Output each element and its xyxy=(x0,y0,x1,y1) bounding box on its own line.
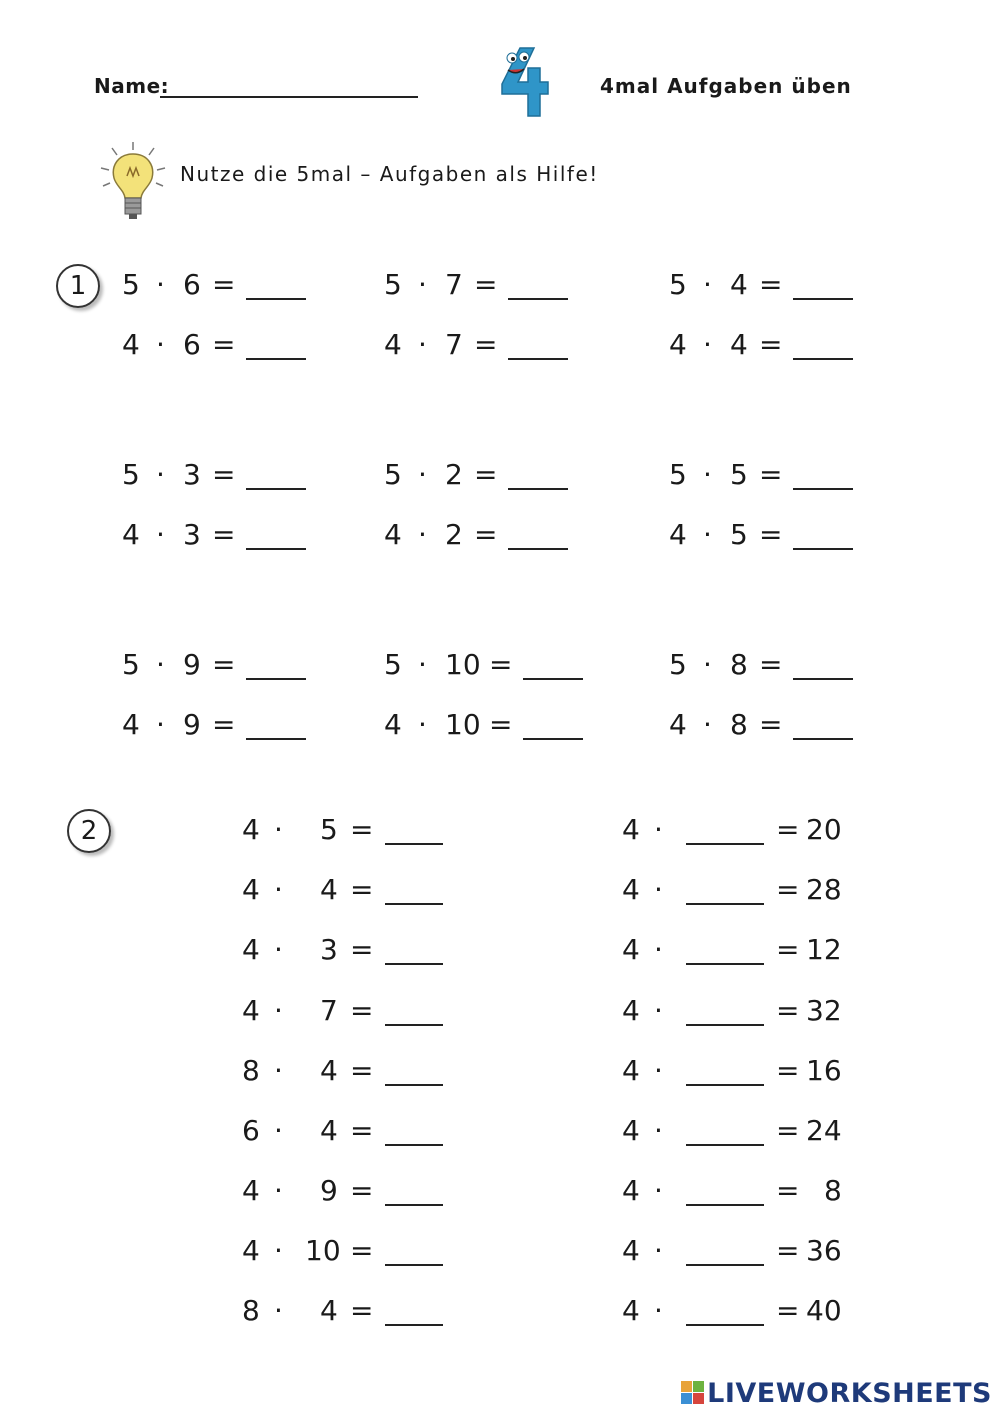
equals-sign: = xyxy=(350,1234,374,1267)
multiply-dot: · xyxy=(274,1294,283,1327)
missing-factor-blank[interactable] xyxy=(686,1204,764,1206)
factor-a: 4 xyxy=(622,813,640,846)
missing-factor-blank[interactable] xyxy=(686,963,764,965)
factor-a: 4 xyxy=(242,873,260,906)
equals-sign: = xyxy=(350,813,374,846)
factor-a: 4 xyxy=(384,518,402,551)
answer-blank[interactable] xyxy=(793,358,853,360)
equals-sign: = xyxy=(212,458,236,491)
equals-sign: = xyxy=(350,1054,374,1087)
answer-blank[interactable] xyxy=(246,678,306,680)
liveworksheets-logo xyxy=(681,1378,992,1409)
multiply-dot: · xyxy=(703,458,712,491)
factor-a: 5 xyxy=(669,648,687,681)
factor-a: 5 xyxy=(122,268,140,301)
factor-b: 6 xyxy=(183,268,201,301)
factor-a: 4 xyxy=(242,994,260,1027)
equals-sign: = xyxy=(474,328,498,361)
factor-a: 4 xyxy=(242,1234,260,1267)
equals-sign: = xyxy=(776,1294,800,1327)
factor-b: 4 xyxy=(320,1054,338,1087)
multiply-dot: · xyxy=(274,1054,283,1087)
multiply-dot: · xyxy=(654,873,663,906)
equals-sign: = xyxy=(759,268,783,301)
factor-b: 9 xyxy=(320,1174,338,1207)
missing-factor-blank[interactable] xyxy=(686,1024,764,1026)
answer-blank[interactable] xyxy=(246,358,306,360)
product-value: 40 xyxy=(806,1294,842,1327)
name-input-line[interactable] xyxy=(160,96,418,98)
equals-sign: = xyxy=(776,1174,800,1207)
factor-a: 4 xyxy=(122,518,140,551)
product-value: 8 xyxy=(824,1174,842,1207)
multiply-dot: · xyxy=(274,1174,283,1207)
multiply-dot: · xyxy=(274,813,283,846)
factor-a: 5 xyxy=(384,648,402,681)
exercise-2-number: 2 xyxy=(67,809,111,853)
multiply-dot: · xyxy=(418,648,427,681)
answer-blank[interactable] xyxy=(508,488,568,490)
multiply-dot: · xyxy=(156,708,165,741)
equals-sign: = xyxy=(759,708,783,741)
equals-sign: = xyxy=(474,518,498,551)
factor-a: 4 xyxy=(622,1054,640,1087)
multiply-dot: · xyxy=(654,1114,663,1147)
factor-b: 5 xyxy=(320,813,338,846)
equals-sign: = xyxy=(759,328,783,361)
product-value: 36 xyxy=(806,1234,842,1267)
equals-sign: = xyxy=(759,648,783,681)
equals-sign: = xyxy=(350,1114,374,1147)
factor-a: 4 xyxy=(669,518,687,551)
mascot-four-icon xyxy=(498,44,550,120)
factor-a: 4 xyxy=(669,328,687,361)
product-value: 16 xyxy=(806,1054,842,1087)
answer-blank[interactable] xyxy=(793,488,853,490)
answer-blank[interactable] xyxy=(523,738,583,740)
equals-sign: = xyxy=(212,518,236,551)
factor-a: 8 xyxy=(242,1294,260,1327)
factor-b: 10 xyxy=(445,648,481,681)
missing-factor-blank[interactable] xyxy=(686,1144,764,1146)
answer-blank[interactable] xyxy=(385,1144,443,1146)
equals-sign: = xyxy=(776,933,800,966)
equals-sign: = xyxy=(212,648,236,681)
factor-b: 6 xyxy=(183,328,201,361)
multiply-dot: · xyxy=(156,268,165,301)
answer-blank[interactable] xyxy=(793,548,853,550)
factor-b: 4 xyxy=(320,1294,338,1327)
multiply-dot: · xyxy=(418,268,427,301)
factor-a: 4 xyxy=(122,328,140,361)
equals-sign: = xyxy=(350,1294,374,1327)
factor-a: 4 xyxy=(242,813,260,846)
factor-b: 3 xyxy=(320,933,338,966)
answer-blank[interactable] xyxy=(246,298,306,300)
factor-a: 4 xyxy=(622,1234,640,1267)
missing-factor-blank[interactable] xyxy=(686,1324,764,1326)
multiply-dot: · xyxy=(156,518,165,551)
multiply-dot: · xyxy=(274,873,283,906)
factor-b: 3 xyxy=(183,458,201,491)
answer-blank[interactable] xyxy=(385,903,443,905)
missing-factor-blank[interactable] xyxy=(686,843,764,845)
multiply-dot: · xyxy=(703,328,712,361)
multiply-dot: · xyxy=(703,708,712,741)
equals-sign: = xyxy=(350,933,374,966)
equals-sign: = xyxy=(474,458,498,491)
equals-sign: = xyxy=(212,268,236,301)
factor-a: 4 xyxy=(384,708,402,741)
name-label: Name: xyxy=(94,74,170,98)
factor-a: 6 xyxy=(242,1114,260,1147)
equals-sign: = xyxy=(350,994,374,1027)
factor-b: 8 xyxy=(730,708,748,741)
multiply-dot: · xyxy=(274,994,283,1027)
equals-sign: = xyxy=(350,1174,374,1207)
multiply-dot: · xyxy=(654,933,663,966)
answer-blank[interactable] xyxy=(246,488,306,490)
factor-a: 4 xyxy=(622,1174,640,1207)
factor-b: 9 xyxy=(183,648,201,681)
product-value: 20 xyxy=(806,813,842,846)
answer-blank[interactable] xyxy=(508,298,568,300)
equals-sign: = xyxy=(759,518,783,551)
factor-a: 4 xyxy=(622,994,640,1027)
multiply-dot: · xyxy=(703,268,712,301)
answer-blank[interactable] xyxy=(246,738,306,740)
factor-a: 5 xyxy=(669,458,687,491)
factor-a: 4 xyxy=(242,1174,260,1207)
factor-b: 4 xyxy=(320,1114,338,1147)
missing-factor-blank[interactable] xyxy=(686,1264,764,1266)
factor-b: 10 xyxy=(445,708,481,741)
answer-blank[interactable] xyxy=(508,548,568,550)
multiply-dot: · xyxy=(418,518,427,551)
multiply-dot: · xyxy=(703,648,712,681)
equals-sign: = xyxy=(776,1234,800,1267)
equals-sign: = xyxy=(212,708,236,741)
equals-sign: = xyxy=(212,328,236,361)
factor-b: 7 xyxy=(320,994,338,1027)
answer-blank[interactable] xyxy=(793,678,853,680)
multiply-dot: · xyxy=(654,1234,663,1267)
answer-blank[interactable] xyxy=(246,548,306,550)
equals-sign: = xyxy=(350,873,374,906)
equals-sign: = xyxy=(776,873,800,906)
missing-factor-blank[interactable] xyxy=(686,903,764,905)
equals-sign: = xyxy=(776,1114,800,1147)
equals-sign: = xyxy=(489,708,513,741)
product-value: 12 xyxy=(806,933,842,966)
multiply-dot: · xyxy=(418,458,427,491)
factor-a: 4 xyxy=(622,873,640,906)
exercise-1-number: 1 xyxy=(56,264,100,308)
multiply-dot: · xyxy=(654,1174,663,1207)
factor-b: 10 xyxy=(305,1234,341,1267)
factor-a: 8 xyxy=(242,1054,260,1087)
multiply-dot: · xyxy=(156,648,165,681)
multiply-dot: · xyxy=(274,933,283,966)
answer-blank[interactable] xyxy=(793,738,853,740)
multiply-dot: · xyxy=(418,328,427,361)
factor-b: 2 xyxy=(445,518,463,551)
factor-a: 5 xyxy=(122,458,140,491)
answer-blank[interactable] xyxy=(385,1264,443,1266)
factor-b: 3 xyxy=(183,518,201,551)
factor-b: 4 xyxy=(730,268,748,301)
factor-a: 5 xyxy=(384,458,402,491)
factor-a: 4 xyxy=(669,708,687,741)
factor-b: 5 xyxy=(730,458,748,491)
factor-b: 8 xyxy=(730,648,748,681)
factor-a: 4 xyxy=(384,328,402,361)
factor-a: 5 xyxy=(669,268,687,301)
multiply-dot: · xyxy=(654,994,663,1027)
worksheet-title: 4mal Aufgaben üben xyxy=(600,74,852,98)
answer-blank[interactable] xyxy=(508,358,568,360)
answer-blank[interactable] xyxy=(385,963,443,965)
equals-sign: = xyxy=(759,458,783,491)
factor-a: 4 xyxy=(242,933,260,966)
factor-a: 5 xyxy=(122,648,140,681)
product-value: 32 xyxy=(806,994,842,1027)
multiply-dot: · xyxy=(274,1234,283,1267)
hint-text: Nutze die 5mal – Aufgaben als Hilfe! xyxy=(180,162,599,186)
equals-sign: = xyxy=(474,268,498,301)
multiply-dot: · xyxy=(703,518,712,551)
missing-factor-blank[interactable] xyxy=(686,1084,764,1086)
factor-b: 7 xyxy=(445,268,463,301)
answer-blank[interactable] xyxy=(793,298,853,300)
factor-a: 4 xyxy=(622,1294,640,1327)
equals-sign: = xyxy=(776,813,800,846)
multiply-dot: · xyxy=(654,1294,663,1327)
multiply-dot: · xyxy=(274,1114,283,1147)
equals-sign: = xyxy=(776,1054,800,1087)
factor-b: 7 xyxy=(445,328,463,361)
multiply-dot: · xyxy=(654,1054,663,1087)
answer-blank[interactable] xyxy=(385,1024,443,1026)
lightbulb-icon xyxy=(98,140,168,222)
multiply-dot: · xyxy=(156,458,165,491)
liveworksheets-logo-icon xyxy=(681,1381,705,1405)
multiply-dot: · xyxy=(156,328,165,361)
product-value: 24 xyxy=(806,1114,842,1147)
answer-blank[interactable] xyxy=(385,1324,443,1326)
equals-sign: = xyxy=(776,994,800,1027)
answer-blank[interactable] xyxy=(385,1204,443,1206)
factor-b: 9 xyxy=(183,708,201,741)
multiply-dot: · xyxy=(418,708,427,741)
factor-b: 2 xyxy=(445,458,463,491)
answer-blank[interactable] xyxy=(523,678,583,680)
factor-b: 4 xyxy=(320,873,338,906)
answer-blank[interactable] xyxy=(385,843,443,845)
factor-b: 4 xyxy=(730,328,748,361)
factor-a: 4 xyxy=(622,1114,640,1147)
factor-a: 4 xyxy=(622,933,640,966)
factor-b: 5 xyxy=(730,518,748,551)
answer-blank[interactable] xyxy=(385,1084,443,1086)
liveworksheets-brand: LIVEWORKSHEETS xyxy=(707,1378,992,1409)
equals-sign: = xyxy=(489,648,513,681)
multiply-dot: · xyxy=(654,813,663,846)
factor-a: 5 xyxy=(384,268,402,301)
product-value: 28 xyxy=(806,873,842,906)
factor-a: 4 xyxy=(122,708,140,741)
